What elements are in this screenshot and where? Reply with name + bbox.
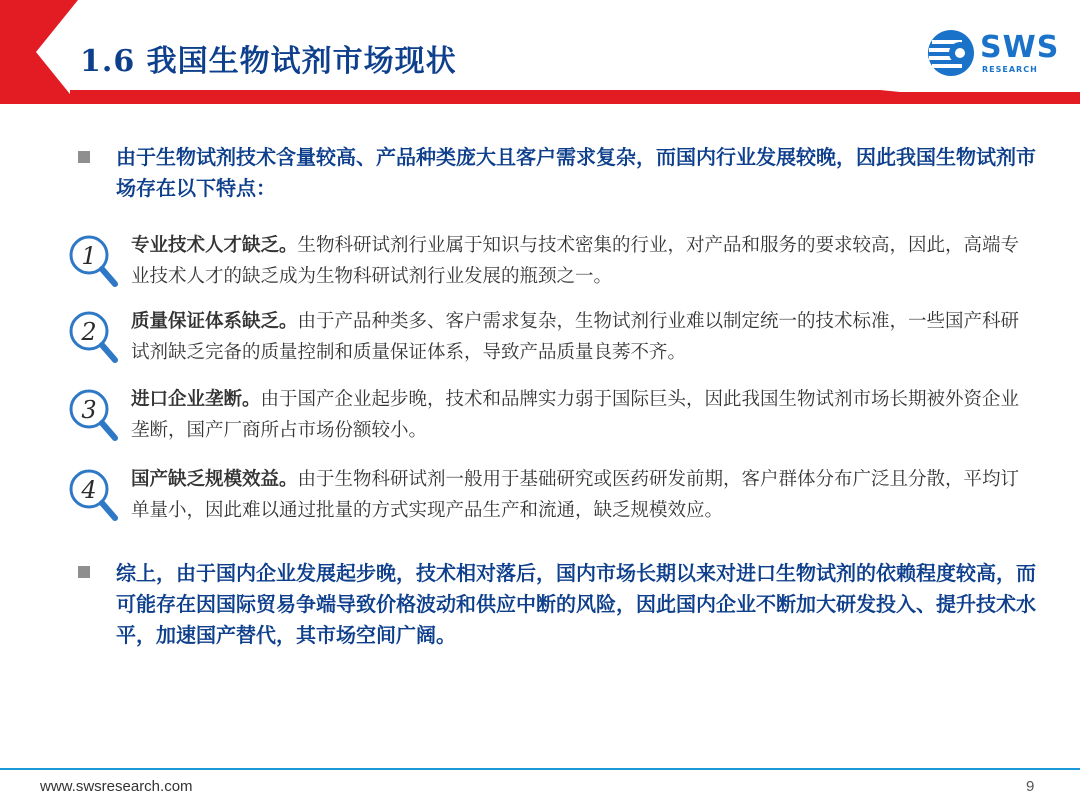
item-text bbox=[131, 306, 1021, 368]
feature-item-3 bbox=[68, 388, 1048, 452]
item-heading: 专业技术人才缺乏。 bbox=[131, 235, 298, 256]
item-number: 2 bbox=[81, 318, 97, 346]
item-body: 由于国产企业起步晚，技术和品牌实力弱于国际巨头，因此我国生物试剂市场长期被外资企业垄断，国产厂商所占市场份额较小。 bbox=[131, 389, 1020, 441]
footer-url-link[interactable]: www.swsresearch.com bbox=[40, 778, 193, 795]
logo-text: SWS bbox=[980, 30, 1060, 65]
feature-item-2 bbox=[68, 310, 1048, 374]
item-body: 由于产品种类多、客户需求复杂，生物试剂行业难以制定统一的技术标准，一些国产科研试剂缺乏完备的质量控制和质量保证体系，导致产品质量良莠不齐。 bbox=[131, 311, 1020, 363]
footer-divider bbox=[0, 768, 1080, 770]
feature-item-1 bbox=[68, 234, 1048, 298]
header-rule bbox=[70, 90, 1080, 104]
sws-logo-icon bbox=[926, 28, 976, 78]
summary-bullet bbox=[78, 566, 90, 578]
summary-paragraph: 综上，由于国内企业发展起步晚，技术相对落后，国内市场长期以来对进口生物试剂的依赖程度较高，而可能存在因国际贸易争端导致价格波动和供应中断的风险，因此国内企业不断加大研发投入、提升技术水平，加速国产替代，其市场空间广阔。 bbox=[116, 561, 1036, 647]
magnifier-icon bbox=[68, 388, 120, 444]
item-body: 由于生物科研试剂一般用于基础研究或医药研发前期，客户群体分布广泛且分散，平均订单量小，因此难以通过批量的方式实现产品生产和流通，缺乏规模效应。 bbox=[131, 469, 1020, 521]
item-text bbox=[131, 384, 1021, 446]
item-number: 3 bbox=[81, 396, 97, 424]
header-corner-accent bbox=[0, 0, 78, 104]
feature-item-4 bbox=[68, 468, 1048, 532]
intro-bullet bbox=[78, 151, 90, 163]
magnifier-icon bbox=[68, 468, 120, 524]
item-number: 1 bbox=[81, 242, 97, 270]
magnifier-icon bbox=[68, 310, 120, 366]
item-heading: 国产缺乏规模效益。 bbox=[131, 469, 298, 490]
page-number: 9 bbox=[1026, 778, 1035, 795]
sws-logo bbox=[926, 28, 1066, 78]
item-heading: 质量保证体系缺乏。 bbox=[131, 311, 298, 332]
item-heading: 进口企业垄断。 bbox=[131, 389, 261, 410]
page-title: 1.6 我国生物试剂市场现状 bbox=[80, 44, 457, 79]
logo-subtext: RESEARCH bbox=[982, 65, 1038, 74]
item-text bbox=[131, 464, 1021, 526]
magnifier-icon bbox=[68, 234, 120, 290]
intro-paragraph: 由于生物试剂技术含量较高、产品种类庞大且客户需求复杂，而国内行业发展较晚，因此我国生物试剂市场存在以下特点： bbox=[116, 145, 1036, 200]
item-number: 4 bbox=[81, 476, 97, 504]
item-text bbox=[131, 230, 1021, 292]
header-rule-cutout bbox=[880, 90, 1080, 92]
item-body: 生物科研试剂行业属于知识与技术密集的行业，对产品和服务的要求较高，因此，高端专业技术人才的缺乏成为生物科研试剂行业发展的瓶颈之一。 bbox=[131, 235, 1020, 287]
